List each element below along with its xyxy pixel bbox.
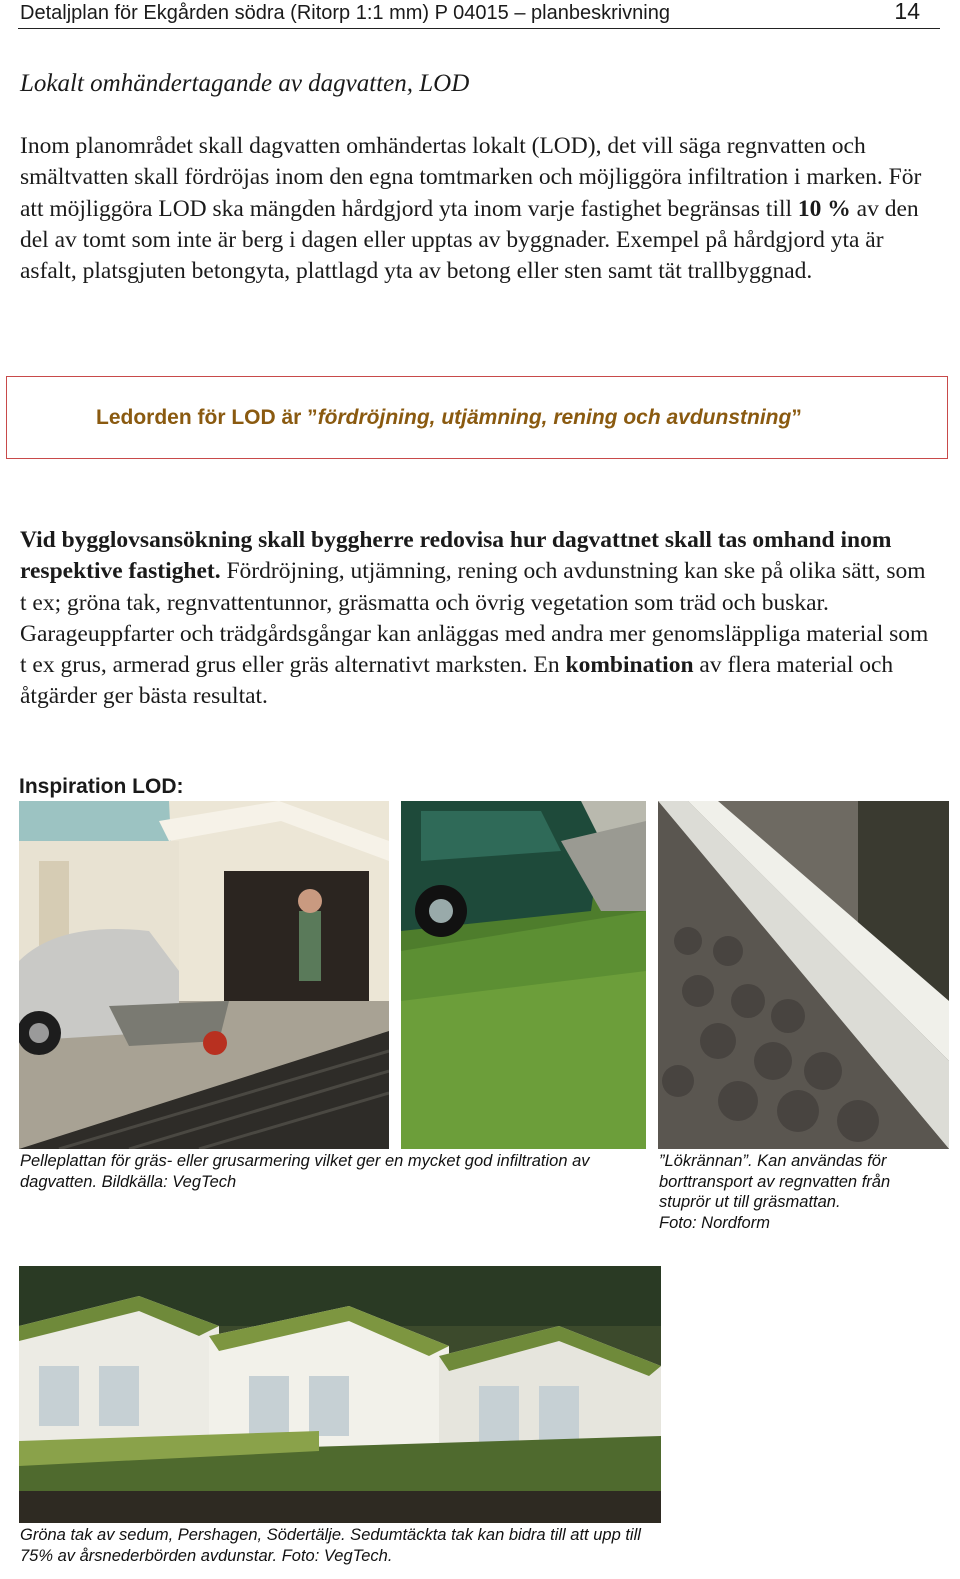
- caption-line: ”Lökrännan”. Kan användas för: [659, 1152, 887, 1170]
- paragraph-text: Inom planområdet skall dagvatten omhändertas lokalt (LOD), det vill säga regnvatten och smältvatten skall fördröjas inom den egna tomtmarken och möjliggöra infiltration i marken. För att möjliggöra LOD ska mängden hårdgjord yta inom varje fastighet begränsas till: [20, 133, 922, 222]
- callout-suffix: ”: [791, 406, 802, 429]
- photo-lokrannan-illustration: [658, 801, 949, 1149]
- callout-emphasis: fördröjning, utjämning, rening och avdunstning: [317, 406, 792, 429]
- photo-green-roofs-illustration: [19, 1266, 661, 1523]
- caption-line: borttransport av regnvatten från: [659, 1172, 891, 1191]
- photo-garage-driveway: [19, 801, 389, 1149]
- caption-green-roofs: Gröna tak av sedum, Pershagen, Södertälje. Sedumtäckta tak kan bidra till att upp till 75% av årsnederbörden avdunstar. Foto: VegTech.: [20, 1526, 641, 1565]
- page-header: [18, 0, 940, 29]
- caption-line: stuprör ut till gräsmattan.: [659, 1193, 841, 1212]
- paragraph-text: av den del av tomt som inte är berg i dagen eller upptas av byggnader. Exempel på hårdgjord yta är asfalt, platsgjuten betongyta, plattlagd yta av betong eller sten samt tät trallbyggnad.: [20, 195, 919, 285]
- caption-lokrannan: [659, 1151, 939, 1234]
- inspiration-heading: Inspiration LOD:: [19, 775, 184, 798]
- section-title: Lokalt omhändertagande av dagvatten, LOD: [20, 70, 470, 97]
- caption-pelleplattan: Pelleplattan för gräs- eller grusarmering vilket ger en mycket god infiltration av dagvatten. Bildkälla: VegTech: [20, 1152, 590, 1191]
- callout-prefix: Ledorden för LOD är ”: [96, 406, 318, 429]
- paragraph-text: Fördröjning, utjämning, rening och avdunstning kan ske på olika sätt, som t ex; gröna tak, regnvattentunnor, gräsmatta och övrig vegetation som träd och buskar. Garageuppfarter och trädgårdsgångar kan anläggas med andra mer genomsläppliga material som t ex grus, armerad grus eller gräs alternativt marksten. En: [20, 558, 929, 679]
- paragraph-text: av flera material och åtgärder ger bästa resultat.: [20, 652, 894, 710]
- photo-grass-parking-illustration: [401, 801, 646, 1149]
- paragraph-bold-value: 10 %: [797, 195, 851, 222]
- paragraph-bold-word: kombination: [565, 652, 694, 679]
- photo-garage-driveway-illustration: [19, 801, 389, 1149]
- photo-grass-parking: [401, 801, 646, 1149]
- paragraph-bold-sentence: Vid bygglovsansökning skall byggherre redovisa hur dagvattnet skall tas omhand inom respektive fastighet.: [20, 527, 892, 585]
- page-number: 14: [894, 0, 920, 24]
- photo-lokrannan-channel: [658, 801, 949, 1149]
- document-title: Detaljplan för Ekgården södra (Ritorp 1:1 mm) P 04015 – planbeskrivning: [20, 2, 670, 24]
- callout-text: [96, 406, 802, 430]
- photo-green-roofs: [19, 1266, 661, 1523]
- lod-keywords-callout: [6, 376, 948, 459]
- paragraph-lod-intro: [20, 131, 932, 287]
- paragraph-building-permit: [20, 525, 932, 713]
- caption-line: Foto: Nordform: [659, 1214, 770, 1233]
